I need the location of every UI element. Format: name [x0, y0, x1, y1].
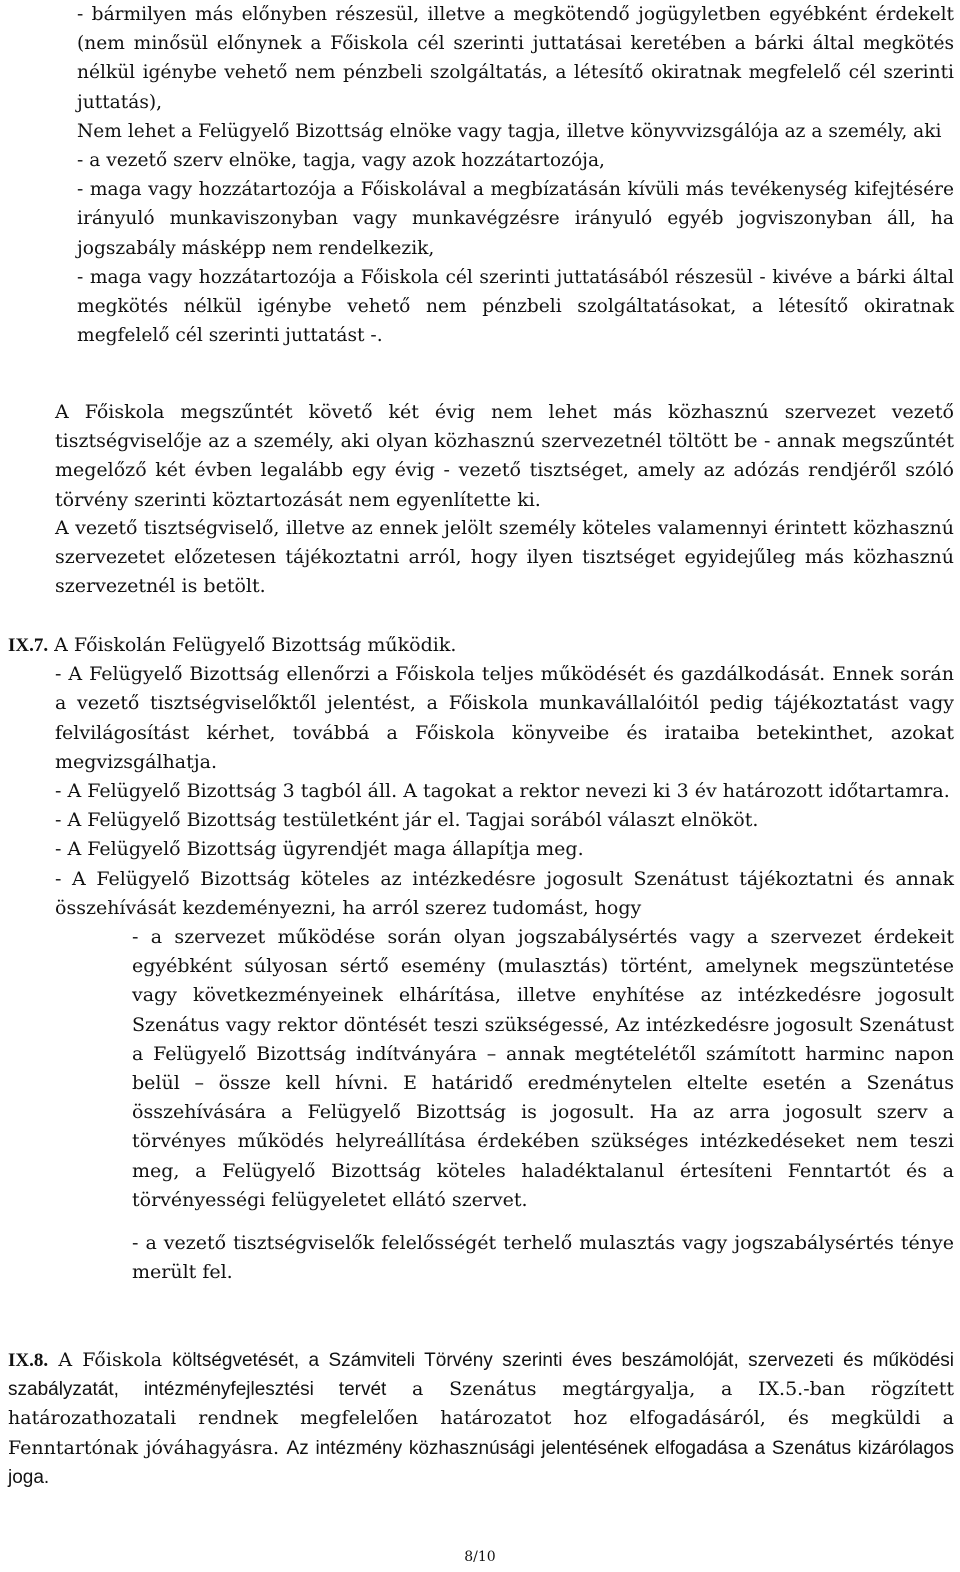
spacer [8, 1215, 954, 1229]
list-item: - A Felügyelő Bizottság 3 tagból áll. A tagokat a rektor nevezi ki 3 év határozott időtartamra. [55, 780, 950, 803]
paragraph: - maga vagy hozzátartozója a Főiskola cél szerinti juttatásából részesül - kivéve a bárki által megkötés nélkül igénybe vehető nem pénzbeli szolgáltatásokat, a létesítő okiratnak megfelelő cél szerinti juttatást -. [77, 266, 954, 347]
eligibility-block [77, 0, 954, 350]
text-run-sans: költségvetését, a Számviteli Törvény szerinti éves beszámolóját, szervezeti és működési szabályzatát, intézményfejlesztési tervét [8, 1350, 954, 1401]
paragraph: Nem lehet a Felügyelő Bizottság elnöke vagy tagja, illetve könyvvizsgálója az a személy, aki [77, 120, 942, 142]
list-item: - A Felügyelő Bizottság köteles az intézkedésre jogosult Szenátust tájékoztatni és annak összehívását kezdeményezni, ha arról szerez tudomást, hogy [55, 867, 954, 919]
paragraph: - bármilyen más előnyben részesül, illetve a megkötendő jogügyletben egyébként érdekelt (nem minősül előnynek a Főiskola cél szerinti juttatásai keretében a bárki által megkötés nélkül igénybe vehető nem pénzbeli szolgáltatás, a létesítő okiratnak megfelelő cél szerinti juttatás), [77, 4, 954, 113]
section-number: IX.7. [8, 635, 49, 656]
section-title: A Főiskolán Felügyelő Bizottság működik. [48, 634, 457, 656]
paragraph: A vezető tisztségviselő, illetve az ennek jelölt személy köteles valamennyi érintett közhasznú szervezetet előzetesen tájékoztatni arról, hogy ilyen tisztséget egyidejűleg más közhasznú szervezetnél is betölt. [55, 517, 954, 598]
text-run: A Főiskola [48, 1349, 173, 1371]
paragraph: - a vezető szerv elnöke, tagja, vagy azok hozzátartozója, [77, 150, 605, 172]
text-run-sans: Az intézmény közhasznúsági jelentésének elfogadása a Szenátus kizárólagos joga. [8, 1437, 954, 1488]
paragraph: - maga vagy hozzátartozója a Főiskolával a megbízatásán kívüli más tevékenység kifejtésére irányuló munkaviszonyban vagy munkavégzésre irányuló egyéb jogviszonyban áll, ha jogszabály másképp nem rendelkezik, [77, 179, 954, 259]
sub-list-item: - a szervezet működése során olyan jogszabálysértés vagy a szervezet érdekeit egyébként súlyosan sértő esemény (mulasztás) történt, amelynek megszüntetése vagy következményeinek elhárítása, illetve enyhítése az intézkedésre jogosult Szenátus vagy rektor döntését teszi szükségessé, Az intézkedésre jogosult Szenátust a Felügyelő Bizottság indítványára – annak megtételétől számított harminc napon belül – össze kell hívni. E határidő eredménytelen eltelte esetén a Szenátus összehívására a Felügyelő Bizottság is jogosult. Ha az arra jogosult szerv a törvényes működés helyreállítása érdekében szükséges intézkedéseket nem teszi meg, a Felügyelő Bizottság köteles haladéktalanul értesíteni Fenntartót és a törvényességi felügyeletet ellátó szervet. [132, 926, 954, 1211]
section-paragraph [8, 1346, 954, 1492]
section-number: IX.8. [8, 1350, 49, 1371]
list-item: - A Felügyelő Bizottság testületként jár el. Tagjai sorából választ elnököt. [55, 809, 759, 832]
section-heading [8, 631, 954, 660]
section-ix-7 [8, 631, 954, 1287]
sub-list-item: - a vezető tisztségviselők felelősségét terhelő mulasztás vagy jogszabálysértés ténye merült fel. [132, 1232, 954, 1284]
section-ix-8 [8, 1346, 954, 1492]
paragraph: A Főiskola megszűntét követő két évig nem lehet más közhasznú szervezet vezető tisztségviselője az a személy, aki olyan közhasznú szervezetnél töltött be - annak megszűntét megelőző két évben legalább egy évig - vezető tisztséget, amely az adózás rendjéről szóló törvény szerinti köztartozását nem egyenlítette ki. [55, 401, 954, 511]
list-item: - A Felügyelő Bizottság ellenőrzi a Főiskola teljes működését és gazdálkodását. Ennek során a vezető tisztségviselőktől jelentést, a Főiskola munkavállalóitól pedig tájékoztatást vagy felvilágosítást kérhet, továbbá a Főiskola könyveibe és irataiba betekinthet, azokat megvizsgálhatja. [55, 663, 954, 773]
paragraph-notification-duty [55, 514, 954, 602]
text-run: a Szenátus megtárgyalja, a IX.5.-ban rögzített határozathozatali rendnek megfelelően határozatot hoz elfogadásáról, és megküldi a Fenntartónak jóváhagyásra. [8, 1378, 954, 1459]
paragraph-after-dissolution [55, 398, 954, 515]
list-item: - A Felügyelő Bizottság ügyrendjét maga állapítja meg. [55, 838, 584, 861]
page-number: 8/10 [464, 1549, 496, 1565]
